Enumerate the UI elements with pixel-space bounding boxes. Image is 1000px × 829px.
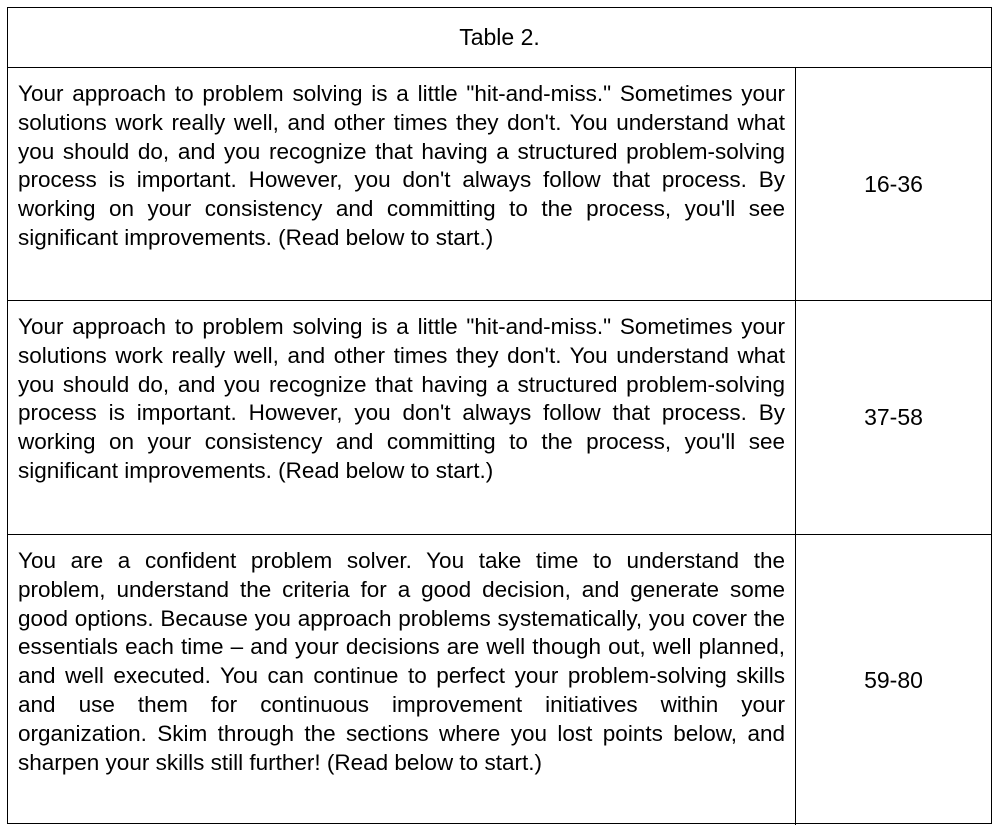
score-range: 16-36 <box>864 170 923 197</box>
row-description: Your approach to problem solving is a little "hit-and-miss." Sometimes your solutions work really well, and other times they don't. You understand what you should do, and you recognize that having a structured problem-solving process is important. However, you don't always follow that process. By working on your consistency and committing to the process, you'll see significant improvements. (Read below to start.) <box>8 68 796 300</box>
table-row <box>8 68 991 301</box>
score-range: 59-80 <box>864 666 923 693</box>
row-description: Your approach to problem solving is a little "hit-and-miss." Sometimes your solutions work really well, and other times they don't. You understand what you should do, and you recognize that having a structured problem-solving process is important. However, you don't always follow that process. By working on your consistency and committing to the process, you'll see significant improvements. (Read below to start.) <box>8 301 796 534</box>
table-row <box>8 301 991 535</box>
score-range: 37-58 <box>864 404 923 430</box>
score-table <box>7 7 992 824</box>
table-title: Table 2. <box>8 8 991 68</box>
row-description: You are a confident problem solver. You take time to understand the problem, understand the criteria for a good decision, and generate some good options. Because you approach problems systematically, you cover the essentials each time – and your decisions are well though out, well planned, and well executed. You can continue to perfect your problem-solving skills and use them for continuous improvement initiatives within your organization. Skim through the sections where you lost points below, and sharpen your skills still further! (Read below to start.) <box>8 535 796 825</box>
table-row <box>8 535 991 825</box>
